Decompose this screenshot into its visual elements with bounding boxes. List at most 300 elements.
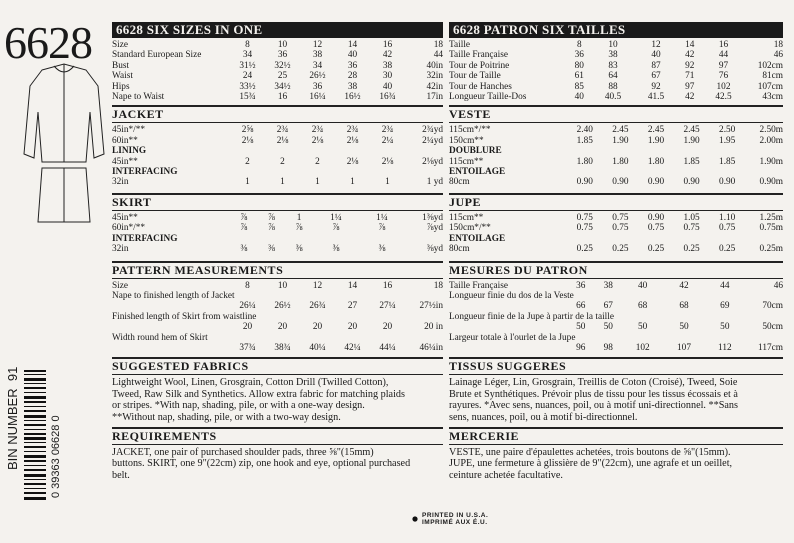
cell-value: 2¾yd <box>422 125 443 136</box>
cell-value: 81cm <box>762 71 783 82</box>
cell-value: 1 <box>280 177 285 188</box>
cell-value: 10 <box>277 280 288 291</box>
cell-value: 92 <box>651 81 661 92</box>
en-size-table <box>112 40 443 102</box>
fr-fabrics-text <box>449 377 783 423</box>
cell-value: 26½ <box>274 301 291 312</box>
cell-value: 2⅝ <box>241 125 254 136</box>
cell-value: 46 <box>773 280 783 291</box>
table-row <box>449 82 783 92</box>
cell-value: 88 <box>608 81 618 92</box>
cell-value: 10 <box>277 40 288 50</box>
cell-value: 40 <box>574 92 584 103</box>
cell-value: 16½ <box>344 92 361 103</box>
cell-value: ⅞ <box>240 223 248 234</box>
row-label: Tour de Hanches <box>449 81 512 92</box>
cell-value: 38 <box>603 280 613 291</box>
cell-value: 40 <box>382 81 393 92</box>
table-row <box>449 167 783 177</box>
cell-value: 2¾ <box>381 125 394 136</box>
cell-value: ⅞ <box>267 212 275 223</box>
cell-value: 38 <box>312 50 323 61</box>
row-label: Longueur finie du dos de la Veste <box>449 290 574 301</box>
table-row <box>112 82 443 92</box>
cell-value <box>567 167 603 177</box>
cell-value: 40in <box>426 60 443 71</box>
row-label: Bust <box>112 60 130 71</box>
cell-value: 2⅛ <box>346 156 359 167</box>
row-label <box>449 301 567 311</box>
cell-value: 67 <box>603 301 613 312</box>
cell-value <box>709 234 745 244</box>
row-label: 45in*/** <box>112 125 146 136</box>
en-jacket-table <box>112 125 443 187</box>
cell-value: ⅞ <box>295 223 303 234</box>
en-requirements-text <box>112 447 443 481</box>
row-label: ENTOILAGE <box>449 233 506 244</box>
table-row <box>449 312 783 322</box>
row-label: Tour de Poitrine <box>449 60 510 71</box>
row-label: Longueur finie de la Jupe à partir de la taille <box>449 311 614 322</box>
cell-value: 2⅛ <box>311 135 324 146</box>
pattern-number: 6628 <box>4 17 92 68</box>
cell-value <box>638 234 674 244</box>
text-line: buttons. SKIRT, one 9"(22cm) zip, one hook and eye, optional purchased <box>112 458 411 470</box>
table-row <box>112 50 443 60</box>
cell-value: 16 <box>277 92 288 103</box>
text-line: JACKET, one pair of purchased shoulder pads, three ⅝"(15mm) <box>112 446 374 458</box>
cell-value <box>370 146 405 156</box>
garment-illustration <box>14 62 114 230</box>
cell-value: 0.25 <box>683 244 700 255</box>
cell-value <box>405 234 443 244</box>
cell-value <box>674 167 710 177</box>
cell-value: 2.50m <box>759 125 783 136</box>
cell-value: 46 <box>773 50 783 61</box>
table-row <box>112 71 443 81</box>
cell-value: 42 <box>679 280 689 291</box>
cell-value <box>285 234 313 244</box>
en-measurements-table <box>112 281 443 354</box>
row-label: 150cm** <box>449 135 484 146</box>
cell-value: 38 <box>382 60 393 71</box>
cell-value: 0.75 <box>576 223 593 234</box>
cell-value <box>359 234 405 244</box>
cell-value: 18 <box>773 40 783 50</box>
cell-value: 0.90 <box>612 177 629 188</box>
cell-value: 0.25 <box>612 244 629 255</box>
cell-value: 0.25 <box>576 244 593 255</box>
table-row <box>449 291 783 301</box>
table-row <box>112 92 443 102</box>
cell-value: 1.90 <box>647 135 665 146</box>
table-row <box>449 136 783 146</box>
cell-value: 42¼ <box>344 342 361 353</box>
row-label: Taille Française <box>449 280 508 291</box>
cell-value <box>674 234 710 244</box>
cell-value: ⅜ <box>332 244 340 255</box>
row-label: 115cm** <box>449 212 484 223</box>
cell-value: 36 <box>312 81 323 92</box>
cell-value: 32in <box>426 71 443 82</box>
cell-value: 28 <box>347 71 358 82</box>
cell-value: 1.85 <box>719 156 736 167</box>
cell-value: 96 <box>576 342 586 353</box>
cell-value: 2¾ <box>276 125 289 136</box>
cell-value: 1.05 <box>683 212 700 223</box>
cell-value: 12 <box>312 280 323 291</box>
cell-value: 0.75 <box>612 223 629 234</box>
cell-value: 0.75 <box>719 223 736 234</box>
cell-value: 71 <box>685 71 695 82</box>
table-row <box>112 136 443 146</box>
table-row <box>112 146 443 156</box>
cell-value: 0.90 <box>647 212 665 223</box>
en-requirements-title: REQUIREMENTS <box>112 428 217 443</box>
cell-value: 17in <box>426 92 443 103</box>
table-row <box>449 71 783 81</box>
row-label: DOUBLURE <box>449 146 502 157</box>
text-line: VESTE, une paire d'épaulettes achetées, trois boutons de ⅝"(15mm). <box>449 446 731 458</box>
cell-value: 34 <box>242 50 253 61</box>
cell-value: 2⅛ <box>381 156 394 167</box>
cell-value: 1.10 <box>719 212 736 223</box>
cell-value <box>313 234 359 244</box>
cell-value <box>405 146 443 156</box>
row-label: Largeur totale à l'ourlet de la Jupe <box>449 332 576 343</box>
cell-value: 92 <box>685 60 695 71</box>
table-row <box>449 157 783 167</box>
cell-value: 42in <box>426 81 443 92</box>
cell-value: 10 <box>608 40 618 50</box>
cell-value: 26½ <box>309 71 326 82</box>
cell-value: 2⅛ <box>241 135 254 146</box>
en-skirt-table <box>112 213 443 255</box>
cell-value: 2⅛ <box>276 135 289 146</box>
row-label: 45in** <box>112 156 138 167</box>
english-column <box>112 22 443 481</box>
row-label: Size <box>112 280 129 291</box>
cell-value: 0.75m <box>759 223 783 234</box>
cell-value: 2¾ <box>311 125 324 136</box>
cell-value: 14 <box>347 40 358 50</box>
table-row <box>449 146 783 156</box>
fr-jupe-table <box>449 213 783 255</box>
table-row <box>449 61 783 71</box>
cell-value: 31½ <box>239 60 256 71</box>
table-row <box>449 92 783 102</box>
barcode <box>24 370 46 500</box>
row-label: 32in <box>112 244 129 255</box>
cell-value: 1.95 <box>719 135 736 146</box>
cell-value: 38¾ <box>274 342 291 353</box>
cell-value: ⅜yd <box>426 244 443 255</box>
cell-value: 0.25 <box>647 244 665 255</box>
cell-value: 68 <box>679 301 689 312</box>
row-label <box>112 322 230 332</box>
cell-value: 2¼ <box>381 135 394 146</box>
cell-value: 16 <box>718 40 729 50</box>
table-row <box>112 301 443 311</box>
cell-value <box>567 234 603 244</box>
cell-value: ⅞ <box>240 212 248 223</box>
cell-value: 2.40 <box>576 125 593 136</box>
cell-value: 0.75 <box>576 212 593 223</box>
table-row <box>112 343 443 353</box>
table-row <box>112 167 443 177</box>
row-label: Nape to finished length of Jacket <box>112 290 235 301</box>
table-row <box>449 177 783 187</box>
cell-value: 24 <box>242 71 253 82</box>
cell-value: 12 <box>651 40 661 50</box>
table-row <box>112 281 443 291</box>
cell-value: 2¾ <box>346 125 359 136</box>
cell-value: 40¼ <box>309 342 326 353</box>
cell-value: 36 <box>576 280 586 291</box>
table-row <box>449 223 783 233</box>
cell-value: 46¼in <box>419 342 443 353</box>
en-title: 6628 SIX SIZES IN ONE <box>112 22 443 38</box>
cell-value: 87 <box>651 60 661 71</box>
row-label <box>449 343 567 353</box>
cell-value: 80 <box>574 60 584 71</box>
cell-value: 1 <box>315 177 320 188</box>
row-label: 60in*/** <box>112 223 146 234</box>
table-row <box>112 322 443 332</box>
row-label <box>112 343 230 353</box>
fr-title: 6628 PATRON SIX TAILLES <box>449 22 783 38</box>
cell-value: 40 <box>638 280 648 291</box>
cell-value: 27¼ <box>379 301 396 312</box>
cell-value: 67 <box>651 71 661 82</box>
table-row <box>112 213 443 223</box>
cell-value: 2 <box>315 156 320 167</box>
cell-value: 44 <box>720 280 730 291</box>
cell-value: 38 <box>608 50 618 61</box>
row-label: Nape to Waist <box>112 92 165 103</box>
cell-value: 1.80 <box>576 156 593 167</box>
printed-symbol-icon <box>412 515 418 523</box>
cell-value: 0.75 <box>612 212 629 223</box>
cell-value: 25 <box>277 71 288 82</box>
cell-value: 0.75 <box>647 223 665 234</box>
cell-value: 112 <box>718 342 732 353</box>
cell-value: 97 <box>718 60 729 71</box>
french-column <box>449 22 783 481</box>
cell-value: 50cm <box>762 322 783 333</box>
cell-value: 85 <box>574 81 584 92</box>
table-row <box>112 61 443 71</box>
cell-value: 1.90 <box>683 135 700 146</box>
cell-value: 16 <box>382 40 393 50</box>
table-row <box>449 333 783 343</box>
row-label: 32in <box>112 177 129 188</box>
cell-value: 1.80 <box>647 156 665 167</box>
fr-veste-title: VESTE <box>449 107 491 122</box>
cell-value: 44¼ <box>379 342 396 353</box>
cell-value: 50 <box>576 322 586 333</box>
cell-value: ⅜ <box>295 244 303 255</box>
text-line: Lainage Léger, Lin, Grosgrain, Treillis de Coton (Croisé), Tweed, Soie <box>449 377 738 389</box>
cell-value: 15¾ <box>239 92 256 103</box>
cell-value: 66 <box>576 301 586 312</box>
cell-value: 36 <box>347 60 358 71</box>
cell-value: 64 <box>608 71 618 82</box>
en-fabrics-title: SUGGESTED FABRICS <box>112 359 249 374</box>
cell-value: 42.5 <box>715 92 732 103</box>
cell-value: 1.25m <box>759 212 783 223</box>
cell-value: 70cm <box>762 301 783 312</box>
cell-value: 1 <box>350 177 355 188</box>
cell-value <box>230 146 265 156</box>
cell-value <box>603 146 639 156</box>
cell-value: 8 <box>245 40 250 50</box>
cell-value: 2.45 <box>683 125 700 136</box>
cell-value: 44 <box>718 50 729 61</box>
cell-value: 32½ <box>274 60 291 71</box>
cell-value: 102 <box>635 342 650 353</box>
table-row <box>112 157 443 167</box>
row-label: Standard European Size <box>112 50 202 61</box>
cell-value: 2¼yd <box>422 135 443 146</box>
cell-value <box>603 234 639 244</box>
row-label: Size <box>112 40 129 50</box>
cell-value: 27½in <box>419 301 443 312</box>
cell-value: 12 <box>312 40 323 50</box>
cell-value: ⅞yd <box>426 223 443 234</box>
cell-value: 20 <box>382 322 393 333</box>
cell-value: 1.90 <box>612 135 629 146</box>
cell-value: 2⅛yd <box>422 156 443 167</box>
cell-value <box>300 167 335 177</box>
cell-value: 1.80 <box>612 156 629 167</box>
row-label: LINING <box>112 146 147 157</box>
cell-value: 0.90m <box>759 177 783 188</box>
cell-value: 61 <box>574 71 584 82</box>
table-row <box>112 244 443 254</box>
cell-value: 42 <box>685 92 695 103</box>
cell-value: 50 <box>638 322 648 333</box>
cell-value: 1.85 <box>576 135 593 146</box>
cell-value: 0.25 <box>719 244 736 255</box>
cell-value: 102 <box>716 81 731 92</box>
cell-value: 2.45 <box>647 125 665 136</box>
cell-value <box>638 167 674 177</box>
cell-value: 2 <box>280 156 285 167</box>
cell-value: ⅜ <box>378 244 386 255</box>
cell-value: 0.75 <box>683 223 700 234</box>
table-row <box>449 213 783 223</box>
row-label: 45in** <box>112 212 138 223</box>
cell-value: 50 <box>603 322 613 333</box>
en-jacket-title: JACKET <box>112 107 164 122</box>
cell-value: 37¾ <box>239 342 256 353</box>
fr-measurements-title: MESURES DU PATRON <box>449 262 588 277</box>
text-line: JUPE, une fermeture à glissière de 9"(22cm), une agrafe et un oeillet, <box>449 458 733 470</box>
upc-number: 0 39363 06628 0 <box>50 415 62 498</box>
table-row <box>449 281 783 291</box>
table-row <box>112 291 443 301</box>
cell-value <box>265 146 300 156</box>
cell-value: 0.90 <box>576 177 593 188</box>
table-row <box>449 125 783 135</box>
cell-value: 1 <box>385 177 390 188</box>
cell-value: 0.90 <box>683 177 700 188</box>
table-row <box>449 40 783 50</box>
cell-value: 33½ <box>239 81 256 92</box>
cell-value: 20 <box>347 322 358 333</box>
cell-value: 44 <box>433 50 443 61</box>
row-label: Finished length of Skirt from waistline <box>112 311 257 322</box>
cell-value: 102cm <box>757 60 783 71</box>
cell-value: 20 <box>312 322 323 333</box>
row-label: 150cm*/** <box>449 223 491 234</box>
table-row <box>449 343 783 353</box>
cell-value: 40 <box>651 50 661 61</box>
cell-value: 20 <box>277 322 288 333</box>
table-row <box>449 50 783 60</box>
cell-value: 18 <box>433 280 443 291</box>
cell-value: 1.85 <box>683 156 700 167</box>
text-line: belt. <box>112 469 130 481</box>
printed-fr: IMPRIMÉ AUX É.U. <box>422 519 488 526</box>
fr-size-table <box>449 40 783 102</box>
cell-value: 107cm <box>757 81 783 92</box>
row-label: INTERFACING <box>112 233 178 244</box>
cell-value: ⅞ <box>332 223 340 234</box>
cell-value: 1⅜yd <box>422 212 443 223</box>
bin-number-label: BIN NUMBER 91 <box>5 366 20 470</box>
cell-value: 1¼ <box>330 212 342 223</box>
cell-value: 50 <box>720 322 730 333</box>
cell-value: 36 <box>574 50 584 61</box>
cell-value: 1.90m <box>759 156 783 167</box>
cell-value <box>745 234 783 244</box>
text-line: Brute et Synthétiques. Prévoir plus de tissu pour les tissus écossais et à <box>449 388 738 400</box>
fr-measurements-table <box>449 281 783 354</box>
table-row <box>449 301 783 311</box>
table-row <box>449 234 783 244</box>
fr-fabrics-title: TISSUS SUGGERES <box>449 359 567 374</box>
printed-in <box>412 512 488 526</box>
cell-value <box>745 167 783 177</box>
cell-value: 1 yd <box>426 177 443 188</box>
row-label <box>449 322 567 332</box>
cell-value: 40 <box>347 50 358 61</box>
cell-value: 14 <box>685 40 695 50</box>
cell-value <box>230 234 258 244</box>
row-label: Taille Française <box>449 50 508 61</box>
cell-value: 76 <box>718 71 729 82</box>
cell-value: 107 <box>677 342 691 353</box>
cell-value: 34½ <box>274 81 291 92</box>
cell-value: 0.25m <box>759 244 783 255</box>
cell-value: 16¼ <box>309 92 326 103</box>
table-row <box>112 177 443 187</box>
text-line: or stripes. *With nap, shading, pile, or with a one-way design. <box>112 400 365 412</box>
cell-value: 36 <box>277 50 288 61</box>
cell-value: 8 <box>576 40 582 50</box>
cell-value: 20 in <box>424 322 443 333</box>
row-label: Tour de Taille <box>449 71 501 82</box>
cell-value <box>230 167 265 177</box>
cell-value: 83 <box>608 60 618 71</box>
cell-value: 97 <box>685 81 695 92</box>
cell-value: 42 <box>382 50 393 61</box>
cell-value <box>638 146 674 156</box>
table-row <box>112 125 443 135</box>
cell-value: 18 <box>433 40 443 50</box>
